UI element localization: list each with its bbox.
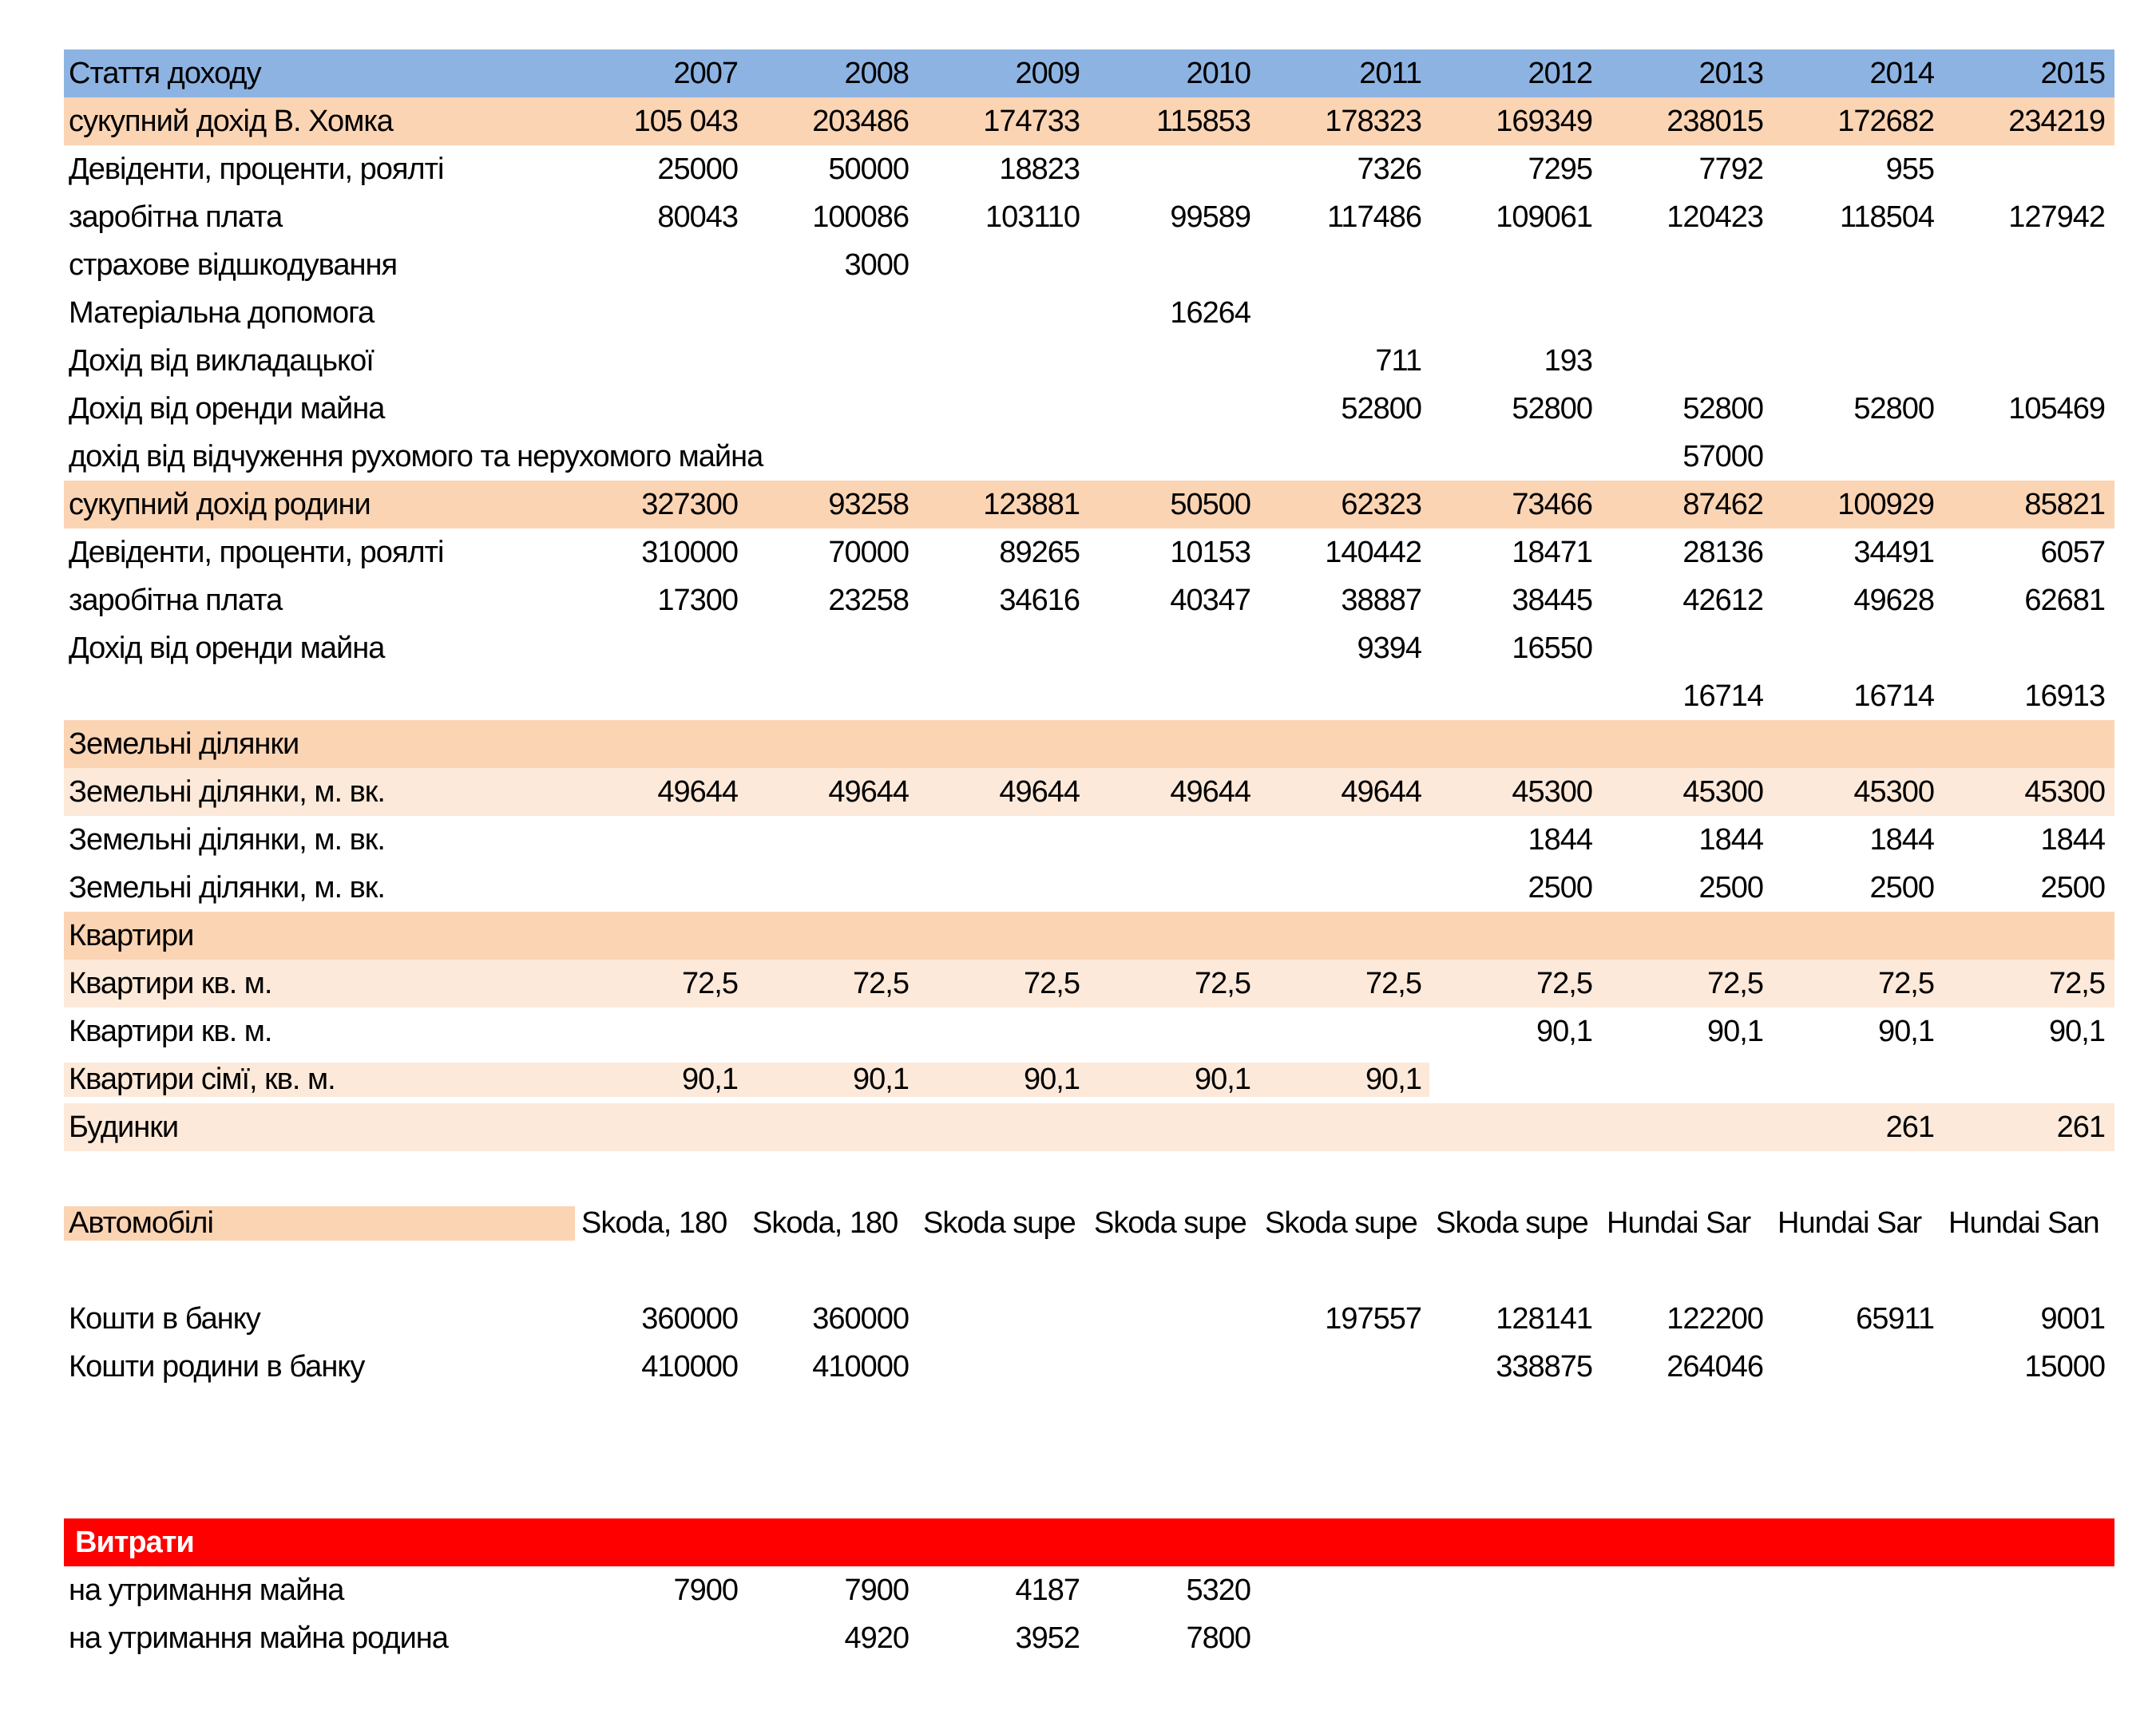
row-value: 9001: [2040, 1301, 2105, 1336]
row-value: 1844: [1528, 822, 1592, 857]
row-value: 1844: [2040, 822, 2105, 857]
row-value: 72,5: [1024, 966, 1080, 1000]
table-row: [64, 289, 2114, 337]
row-label: Дохід від викладацької: [69, 343, 374, 378]
row-label: Земельні ділянки, м. вк.: [69, 774, 385, 809]
row-value: 28136: [1682, 535, 1763, 569]
row-value: 2500: [1528, 870, 1592, 905]
row-label: Земельні ділянки, м. вк.: [69, 870, 385, 905]
table-row: [64, 145, 2114, 193]
row-label: Квартири кв. м.: [69, 1014, 272, 1048]
row-value: 72,5: [682, 966, 738, 1000]
row-label: Матеріальна допомога: [69, 295, 375, 330]
row-value: 45300: [1682, 774, 1763, 809]
row-value: 100086: [812, 200, 909, 234]
row-value: 57000: [1682, 439, 1763, 473]
row-value: 3952: [1015, 1621, 1080, 1655]
row-label: Будинки: [69, 1110, 179, 1144]
cars-row: [64, 1199, 2114, 1247]
row-label: заробітна плата: [69, 200, 283, 234]
row-value: 103110: [985, 200, 1080, 234]
car-value: Skoda, 180: [752, 1205, 898, 1240]
row-value: 90,1: [1258, 1063, 1429, 1097]
row-value: 2500: [1869, 870, 1934, 905]
row-value: 52800: [1341, 391, 1421, 426]
row-label: Дохід від оренди майна: [69, 631, 385, 665]
row-value: 128141: [1496, 1301, 1592, 1336]
row-value: 338875: [1496, 1349, 1592, 1384]
row-value: 34616: [999, 583, 1080, 617]
table-row: [64, 97, 2114, 145]
header-year: 2007: [673, 56, 738, 90]
row-value: 4187: [1015, 1573, 1080, 1607]
row-value: 264046: [1667, 1349, 1763, 1384]
expenses-section: [64, 1566, 2114, 1662]
header-year: 2014: [1869, 56, 1934, 90]
car-value: Hundai Sar: [1778, 1205, 1922, 1240]
row-value: 197557: [1325, 1301, 1421, 1336]
row-value: 16913: [2024, 679, 2105, 713]
row-value: 261: [1885, 1110, 1934, 1144]
row-value: 117486: [1327, 200, 1421, 234]
row-value: 410000: [641, 1349, 738, 1384]
table-row: [64, 433, 2114, 481]
row-value: 72,5: [1536, 966, 1592, 1000]
row-value: 2500: [1698, 870, 1763, 905]
row-value: 52800: [1682, 391, 1763, 426]
row-value: 49644: [828, 774, 909, 809]
row-value: 50500: [1170, 487, 1250, 521]
row-value: 70000: [828, 535, 909, 569]
car-value: Skoda supe: [923, 1205, 1076, 1240]
row-value: 72,5: [1365, 966, 1421, 1000]
row-value: 49644: [1170, 774, 1250, 809]
row-value: 105469: [2008, 391, 2105, 426]
row-value: 42612: [1682, 583, 1763, 617]
car-value: Skoda, 180: [581, 1205, 727, 1240]
table-row: [64, 1055, 2114, 1103]
spreadsheet: [64, 49, 2114, 1662]
table-row: [64, 1566, 2114, 1614]
row-label: Кошти родини в банку: [69, 1349, 365, 1384]
table-row: [64, 864, 2114, 912]
row-value: 122200: [1667, 1301, 1763, 1336]
header-year: 2011: [1359, 56, 1421, 90]
cars-label: Автомобілі: [64, 1206, 575, 1241]
row-label: Квартири сімї, кв. м.: [64, 1063, 575, 1097]
car-value: Skoda supe: [1436, 1205, 1588, 1240]
row-value: 65911: [1856, 1301, 1934, 1336]
row-label: Земельні ділянки, м. вк.: [69, 822, 385, 857]
income-section: [64, 97, 2114, 1151]
row-label: Девіденти, проценти, роялті: [69, 152, 444, 186]
row-value: 120423: [1667, 200, 1763, 234]
row-value: 172682: [1837, 104, 1934, 138]
row-label: сукупний дохід родини: [69, 487, 371, 521]
row-value: 6057: [2040, 535, 2105, 569]
row-label: Кошти в банку: [69, 1301, 260, 1336]
row-value: 62323: [1341, 487, 1421, 521]
row-value: 16714: [1682, 679, 1763, 713]
row-value: 238015: [1667, 104, 1763, 138]
car-value: Hundai San: [1948, 1205, 2099, 1240]
row-value: 310000: [641, 535, 738, 569]
row-label: заробітна плата: [69, 583, 283, 617]
row-value: 90,1: [1536, 1014, 1592, 1048]
table-row: [64, 768, 2114, 816]
row-value: 2500: [2040, 870, 2105, 905]
row-value: 100929: [1837, 487, 1934, 521]
row-value: 193: [1544, 343, 1592, 378]
row-value: 955: [1885, 152, 1934, 186]
row-value: 127942: [2008, 200, 2105, 234]
row-value: 73466: [1512, 487, 1592, 521]
row-value: 16714: [1853, 679, 1934, 713]
row-value: 80043: [657, 200, 738, 234]
row-value: 89265: [999, 535, 1080, 569]
row-value: 261: [2056, 1110, 2105, 1144]
row-value: 360000: [641, 1301, 738, 1336]
table-row: [64, 816, 2114, 864]
table-row: [64, 1343, 2114, 1391]
row-value: 72,5: [2049, 966, 2105, 1000]
row-value: 4920: [844, 1621, 909, 1655]
header-year: 2010: [1186, 56, 1250, 90]
table-row: [64, 720, 2114, 768]
row-value: 7900: [673, 1573, 738, 1607]
row-value: 23258: [828, 583, 909, 617]
row-value: 62681: [2024, 583, 2105, 617]
row-value: 90,1: [746, 1063, 917, 1097]
row-value: 99589: [1170, 200, 1250, 234]
row-value: 72,5: [1707, 966, 1763, 1000]
row-value: 49628: [1853, 583, 1934, 617]
row-value: 17300: [657, 583, 738, 617]
row-value: 38445: [1512, 583, 1592, 617]
row-label: на утримання майна: [69, 1573, 344, 1607]
row-value: 105 043: [633, 104, 738, 138]
table-row: [64, 960, 2114, 1008]
row-value: 72,5: [853, 966, 909, 1000]
table-row: [64, 912, 2114, 960]
header-year: 2015: [2040, 56, 2105, 90]
row-value: 25000: [657, 152, 738, 186]
bank-section: [64, 1295, 2114, 1391]
row-value: 5320: [1186, 1573, 1250, 1607]
row-value: 109061: [1496, 200, 1592, 234]
car-value: Skoda supe: [1265, 1205, 1417, 1240]
row-value: 178323: [1325, 104, 1421, 138]
car-value: Skoda supe: [1094, 1205, 1246, 1240]
table-row: [64, 193, 2114, 241]
row-value: 711: [1375, 343, 1421, 378]
row-value: 7900: [844, 1573, 909, 1607]
table-row: [64, 1103, 2114, 1151]
row-value: 50000: [828, 152, 909, 186]
row-value: 90,1: [2049, 1014, 2105, 1048]
row-value: 93258: [828, 487, 909, 521]
row-value: 7792: [1698, 152, 1763, 186]
row-value: 85821: [2024, 487, 2105, 521]
header-label: Стаття доходу: [69, 56, 261, 90]
row-label: дохід від відчуження рухомого та нерухомого майна: [69, 439, 763, 473]
row-label: Квартири кв. м.: [69, 966, 272, 1000]
row-value: 90,1: [575, 1063, 746, 1097]
row-value: 52800: [1853, 391, 1934, 426]
row-value: 38887: [1341, 583, 1421, 617]
table-row: [64, 529, 2114, 576]
table-row: [64, 241, 2114, 289]
row-value: 360000: [812, 1301, 909, 1336]
row-value: 1844: [1869, 822, 1934, 857]
row-value: 90,1: [1707, 1014, 1763, 1048]
row-label: на утримання майна родина: [69, 1621, 448, 1655]
row-value: 45300: [2024, 774, 2105, 809]
row-value: 7800: [1186, 1621, 1250, 1655]
header-row: [64, 49, 2114, 97]
row-value: 169349: [1496, 104, 1592, 138]
table-row: [64, 1008, 2114, 1055]
table-row: [64, 481, 2114, 529]
row-value: 9394: [1357, 631, 1421, 665]
row-value: 140442: [1325, 535, 1421, 569]
row-label: Квартири: [69, 918, 194, 952]
row-label: страхове відшкодування: [69, 247, 398, 282]
row-value: 16264: [1170, 295, 1250, 330]
car-value: Hundai Sar: [1607, 1205, 1751, 1240]
row-value: 90,1: [917, 1063, 1088, 1097]
table-row: [64, 1614, 2114, 1662]
table-row: [64, 672, 2114, 720]
row-value: 115853: [1156, 104, 1250, 138]
row-value: 123881: [983, 487, 1080, 521]
row-value: 49644: [999, 774, 1080, 809]
header-year: 2012: [1528, 56, 1592, 90]
row-value: 72,5: [1195, 966, 1250, 1000]
row-value: 45300: [1512, 774, 1592, 809]
expenses-header: [64, 1518, 2114, 1566]
row-value: 18471: [1512, 535, 1592, 569]
header-year: 2008: [844, 56, 909, 90]
header-year: 2009: [1015, 56, 1080, 90]
row-value: 72,5: [1878, 966, 1934, 1000]
row-value: 15000: [2024, 1349, 2105, 1384]
row-value: 90,1: [1088, 1063, 1258, 1097]
row-value: 410000: [812, 1349, 909, 1384]
row-value: 1844: [1698, 822, 1763, 857]
row-label: Девіденти, проценти, роялті: [69, 535, 444, 569]
row-value: 34491: [1853, 535, 1934, 569]
row-value: 49644: [1341, 774, 1421, 809]
row-value: 174733: [983, 104, 1080, 138]
row-label: Земельні ділянки: [69, 726, 299, 761]
row-value: 118504: [1840, 200, 1934, 234]
expenses-title: Витрати: [75, 1525, 194, 1559]
row-value: 87462: [1682, 487, 1763, 521]
row-value: 7326: [1357, 152, 1421, 186]
row-label: Дохід від оренди майна: [69, 391, 385, 426]
row-value: 18823: [999, 152, 1080, 186]
table-row: [64, 624, 2114, 672]
row-value: 7295: [1528, 152, 1592, 186]
table-row: [64, 576, 2114, 624]
row-value: 327300: [641, 487, 738, 521]
row-value: 16550: [1512, 631, 1592, 665]
row-value: 52800: [1512, 391, 1592, 426]
row-value: 234219: [2008, 104, 2105, 138]
table-row: [64, 337, 2114, 385]
row-value: 40347: [1170, 583, 1250, 617]
row-value: 203486: [812, 104, 909, 138]
table-row: [64, 1295, 2114, 1343]
row-value: 45300: [1853, 774, 1934, 809]
row-label: сукупний дохід В. Хомка: [69, 104, 393, 138]
header-year: 2013: [1698, 56, 1763, 90]
table-row: [64, 385, 2114, 433]
row-value: 49644: [657, 774, 738, 809]
row-value: 10153: [1170, 535, 1250, 569]
row-value: 3000: [844, 247, 909, 282]
row-value: 90,1: [1878, 1014, 1934, 1048]
